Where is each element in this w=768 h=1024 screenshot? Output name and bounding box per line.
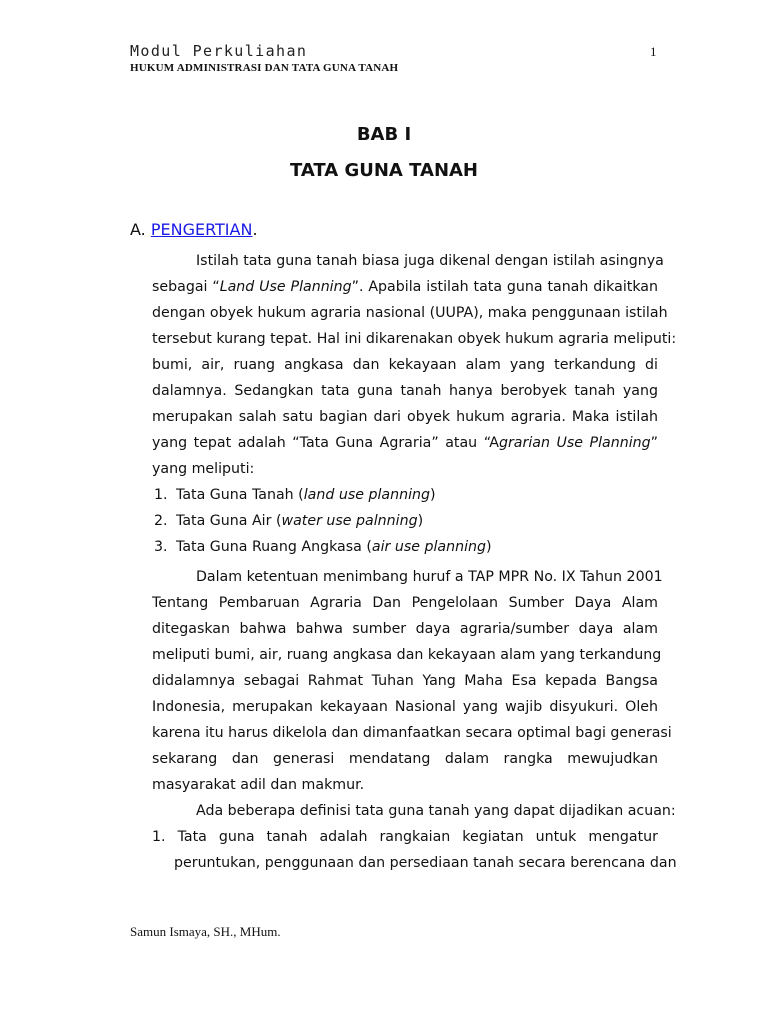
para3-line: Ada beberapa definisi tata guna tanah yang dapat dijadikan acuan: <box>196 803 676 819</box>
list-item: 1. Tata guna tanah adalah rangkaian kegiatan untuk mengatur <box>152 829 659 845</box>
list-item-continuation: peruntukan, penggunaan dan persediaan tanah secara berencana dan <box>174 855 677 871</box>
module-header: Modul Perkuliahan <box>130 42 308 60</box>
para2-line: sekarang dan generasi mendatang dalam rangka mewujudkan <box>152 751 658 767</box>
section-heading <box>130 220 258 239</box>
paragraph-1 <box>152 248 677 482</box>
para1-line: yang tepat adalah “Tata Guna Agraria” atau “Agrarian Use Planning” <box>152 435 658 451</box>
list-2 <box>152 824 677 876</box>
para2-line: Tentang Pembaruan Agraria Dan Pengelolaan Sumber Daya Alam <box>152 595 658 611</box>
list-item: 3. Tata Guna Ruang Angkasa (air use planning) <box>154 539 492 555</box>
para1-line: dalamnya. Sedangkan tata guna tanah hanya berobyek tanah yang <box>152 383 658 399</box>
para1-line: bumi, air, ruang angkasa dan kekayaan alam yang terkandung di <box>152 357 658 373</box>
para1-line: dengan obyek hukum agraria nasional (UUPA), maka penggunaan istilah <box>152 305 668 321</box>
para1-line: tersebut kurang tepat. Hal ini dikarenakan obyek hukum agraria meliputi: <box>152 331 677 347</box>
section-title-link[interactable]: PENGERTIAN <box>150 220 253 239</box>
para2-line: masyarakat adil dan makmur. <box>152 777 365 793</box>
para1-line: sebagai “Land Use Planning”. Apabila istilah tata guna tanah dikaitkan <box>152 279 658 295</box>
page-number: 1 <box>650 44 657 59</box>
para1-line: Istilah tata guna tanah biasa juga dikenal dengan istilah asingnya <box>196 253 664 269</box>
para1-line: merupakan salah satu bagian dari obyek hukum agraria. Maka istilah <box>152 409 658 425</box>
list-1 <box>154 482 492 560</box>
paragraph-2 <box>152 564 672 798</box>
para2-line: karena itu harus dikelola dan dimanfaatkan secara optimal bagi generasi <box>152 725 672 741</box>
list-item: 1. Tata Guna Tanah (land use planning) <box>154 487 436 503</box>
para2-line: Indonesia, merupakan kekayaan Nasional yang wajib disyukuri. Oleh <box>152 699 658 715</box>
list-item: 2. Tata Guna Air (water use palnning) <box>154 513 424 529</box>
para2-line: Dalam ketentuan menimbang huruf a TAP MPR No. IX Tahun 2001 <box>196 569 663 585</box>
para2-line: meliputi bumi, air, ruang angkasa dan kekayaan alam yang terkandung <box>152 647 662 663</box>
chapter-title: TATA GUNA TANAH <box>289 160 478 181</box>
para2-line: didalamnya sebagai Rahmat Tuhan Yang Maha Esa kepada Bangsa <box>152 673 658 689</box>
chapter-number: BAB I <box>356 124 412 145</box>
section-prefix: A. <box>130 220 146 239</box>
course-header: HUKUM ADMINISTRASI DAN TATA GUNA TANAH <box>130 62 399 74</box>
paragraph-3 <box>152 798 676 824</box>
para1-line: yang meliputi: <box>152 461 255 477</box>
section-suffix: . <box>252 220 258 239</box>
para2-line: ditegaskan bahwa bahwa sumber daya agraria/sumber daya alam <box>152 621 658 637</box>
footer-author: Samun Ismaya, SH., MHum. <box>130 924 281 939</box>
